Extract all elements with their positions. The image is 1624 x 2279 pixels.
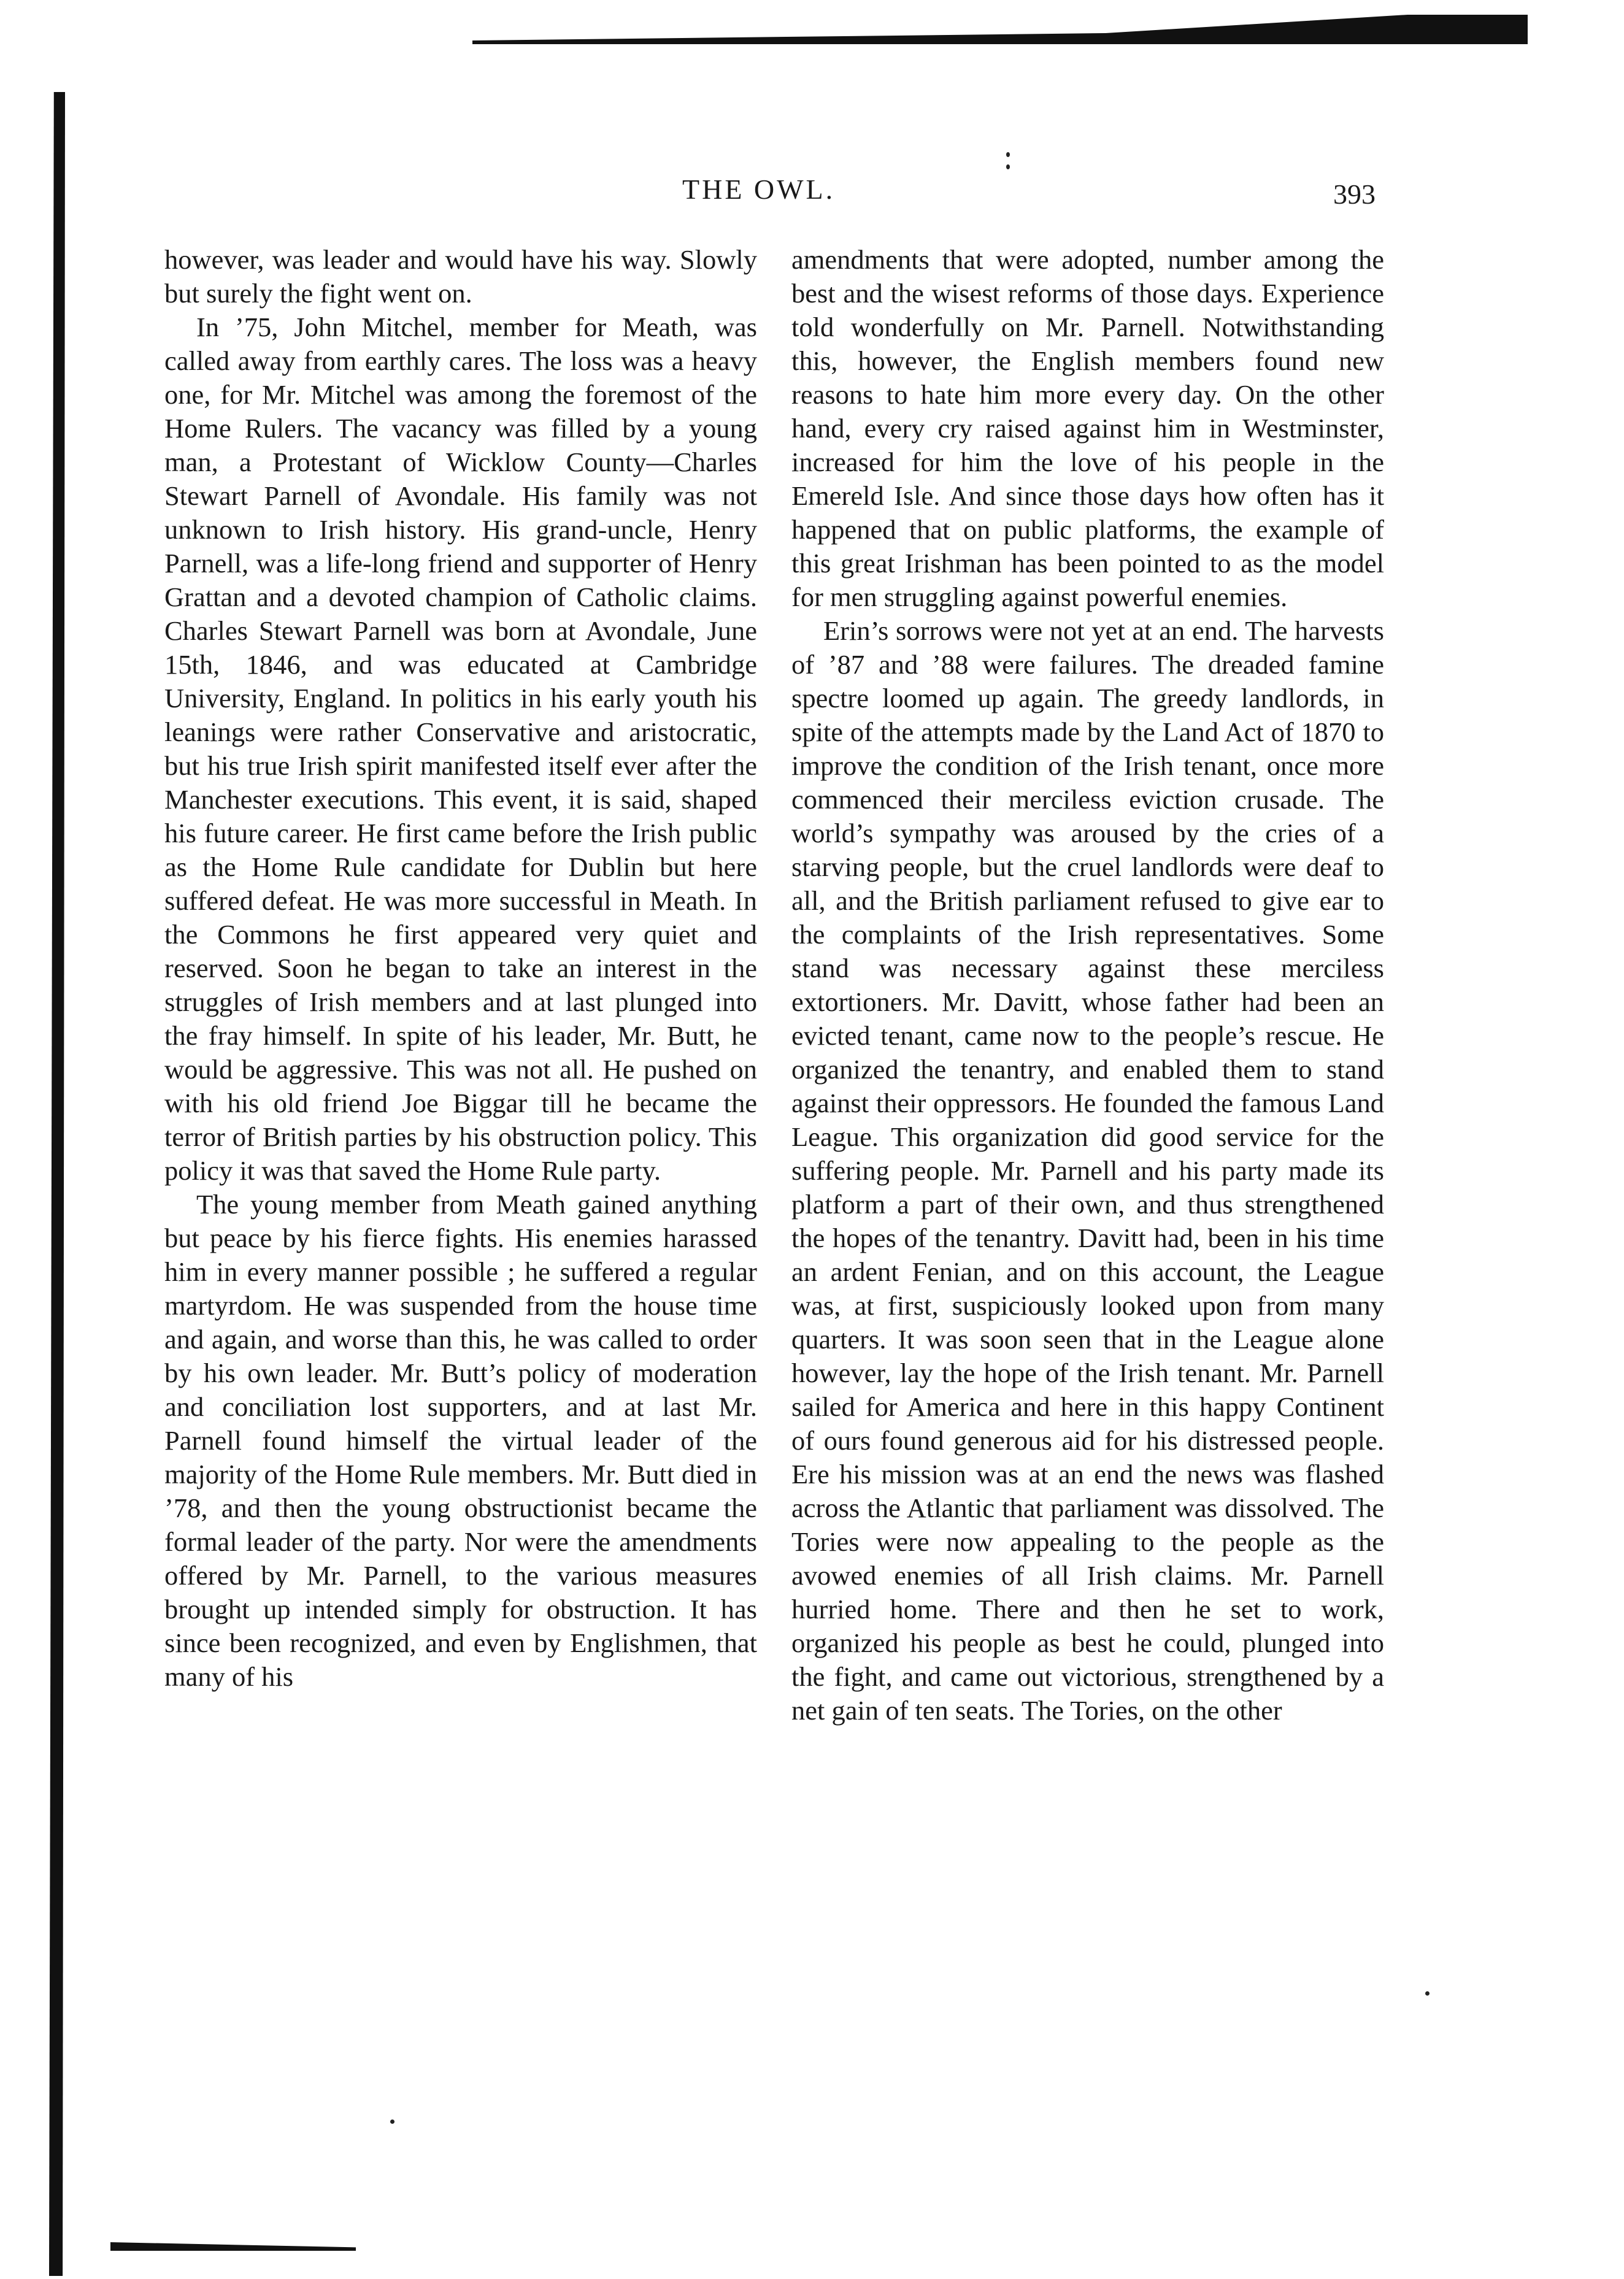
scan-edge-left <box>49 92 65 2276</box>
paragraph: The young member from Meath gained anything but peace by his fierce fights. His enemies harassed him in every manner possible ; he suffered a regular martyrdom. He was suspended from the house time and again, and worse than this, he was called to order by his own leader. Mr. Butt’s policy of moderation and conciliation lost supporters, and at last Mr. Parnell found himself the virtual leader of the majority of the Home Rule members. Mr. Butt died in ’78, and then the young obstructionist became the formal leader of the party. Nor were the amendments offered by Mr. Parnell, to the various measures brought up intended simply for obstruction. It has since been recognized, and even by Englishmen, that many of his <box>164 1189 757 1692</box>
left-column <box>164 243 757 1694</box>
scan-speck <box>390 2120 394 2124</box>
scan-speck <box>1006 164 1010 169</box>
page-header <box>161 173 1388 216</box>
paragraph: Erin’s sorrows were not yet at an end. The harvests of ’87 and ’88 were failures. The dreaded famine spectre loomed up again. The greedy landlords, in spite of the attempts made by the Land Act of 1870 to improve the condition of the Irish tenant, once more commenced their merciless eviction crusade. The world’s sympathy was aroused by the cries of a starving people, but the cruel landlords were deaf to all, and the British parliament refused to give ear to the complaints of the Irish representatives. Some stand was necessary against these merciless extortioners. Mr. Davitt, whose father had been an evicted tenant, came now to the people’s rescue. He organized the tenantry, and enabled them to stand against their oppressors. He founded the famous Land League. This organization did good service for the suffering people. Mr. Parnell and his party made its platform a part of their own, and thus strengthened the hopes of the tenantry. Davitt had, been in his time an ardent Fenian, and on this account, the League was, at first, suspiciously looked upon from many quarters. It was soon seen that in the League alone however, lay the hope of the Irish tenant. Mr. Parnell sailed for America and here in this happy Continent of ours found generous aid for his distressed people. Ere his mission was at an end the news was flashed across the Atlantic that parliament was dissolved. The Tories were now appealing to the people as the avowed enemies of all Irish claims. Mr. Parnell hurried home. There and then he set to work, organized his people as best he could, plunged into the fight, and came out victorious, strengthened by a net gain of ten seats. The Tories, on the other <box>791 615 1384 1726</box>
paragraph: In ’75, John Mitchel, member for Meath, was called away from earthly cares. The loss was a heavy one, for Mr. Mitchel was among the foremost of the Home Rulers. The vacancy was filled by a young man, a Protestant of Wicklow County—Charles Stewart Parnell of Avondale. His family was not unknown to Irish history. His grand-uncle, Henry Parnell, was a life-long friend and supporter of Henry Grattan and a devoted champion of Catholic claims. Charles Stewart Parnell was born at Avondale, June 15th, 1846, and was educated at Cambridge University, England. In politics in his early youth his leanings were rather Conservative and aristocratic, but his true Irish spirit manifested itself ever after the Manchester executions. This event, it is said, shaped his future career. He first came before the Irish public as the Home Rule candidate for Dublin but here suffered defeat. He was more successful in Meath. In the Commons he first appeared very quiet and reserved. Soon he began to take an interest in the struggles of Irish members and at last plunged into the fray himself. In spite of his leader, Mr. Butt, he would be aggressive. This was not all. He pushed on with his old friend Joe Biggar till he became the terror of British parties by his obstruction policy. This policy it was that saved the Home Rule party. <box>164 312 757 1186</box>
scan-edge-bottom <box>110 2242 356 2251</box>
scan-speck <box>1006 152 1010 157</box>
running-head: THE OWL. <box>682 174 836 205</box>
scan-edge-top <box>472 7 1528 44</box>
scan-speck <box>1425 1991 1430 1996</box>
paragraph: amendments that were adopted, number among the best and the wisest reforms of those days. Experience told wonderfully on Mr. Parnell. Notwithstanding this, however, the English members found new reasons to hate him more every day. On the other hand, every cry raised against him in Westminster, increased for him the love of his people in the Emereld Isle. And since those days how often has it happened that on public platforms, the example of this great Irishman has been pointed to as the model for men struggling against powerful enemies. <box>791 244 1384 612</box>
right-column <box>791 243 1384 1728</box>
paragraph: however, was leader and would have his way. Slowly but surely the fight went on. <box>164 244 757 309</box>
page-number: 393 <box>1333 179 1376 210</box>
